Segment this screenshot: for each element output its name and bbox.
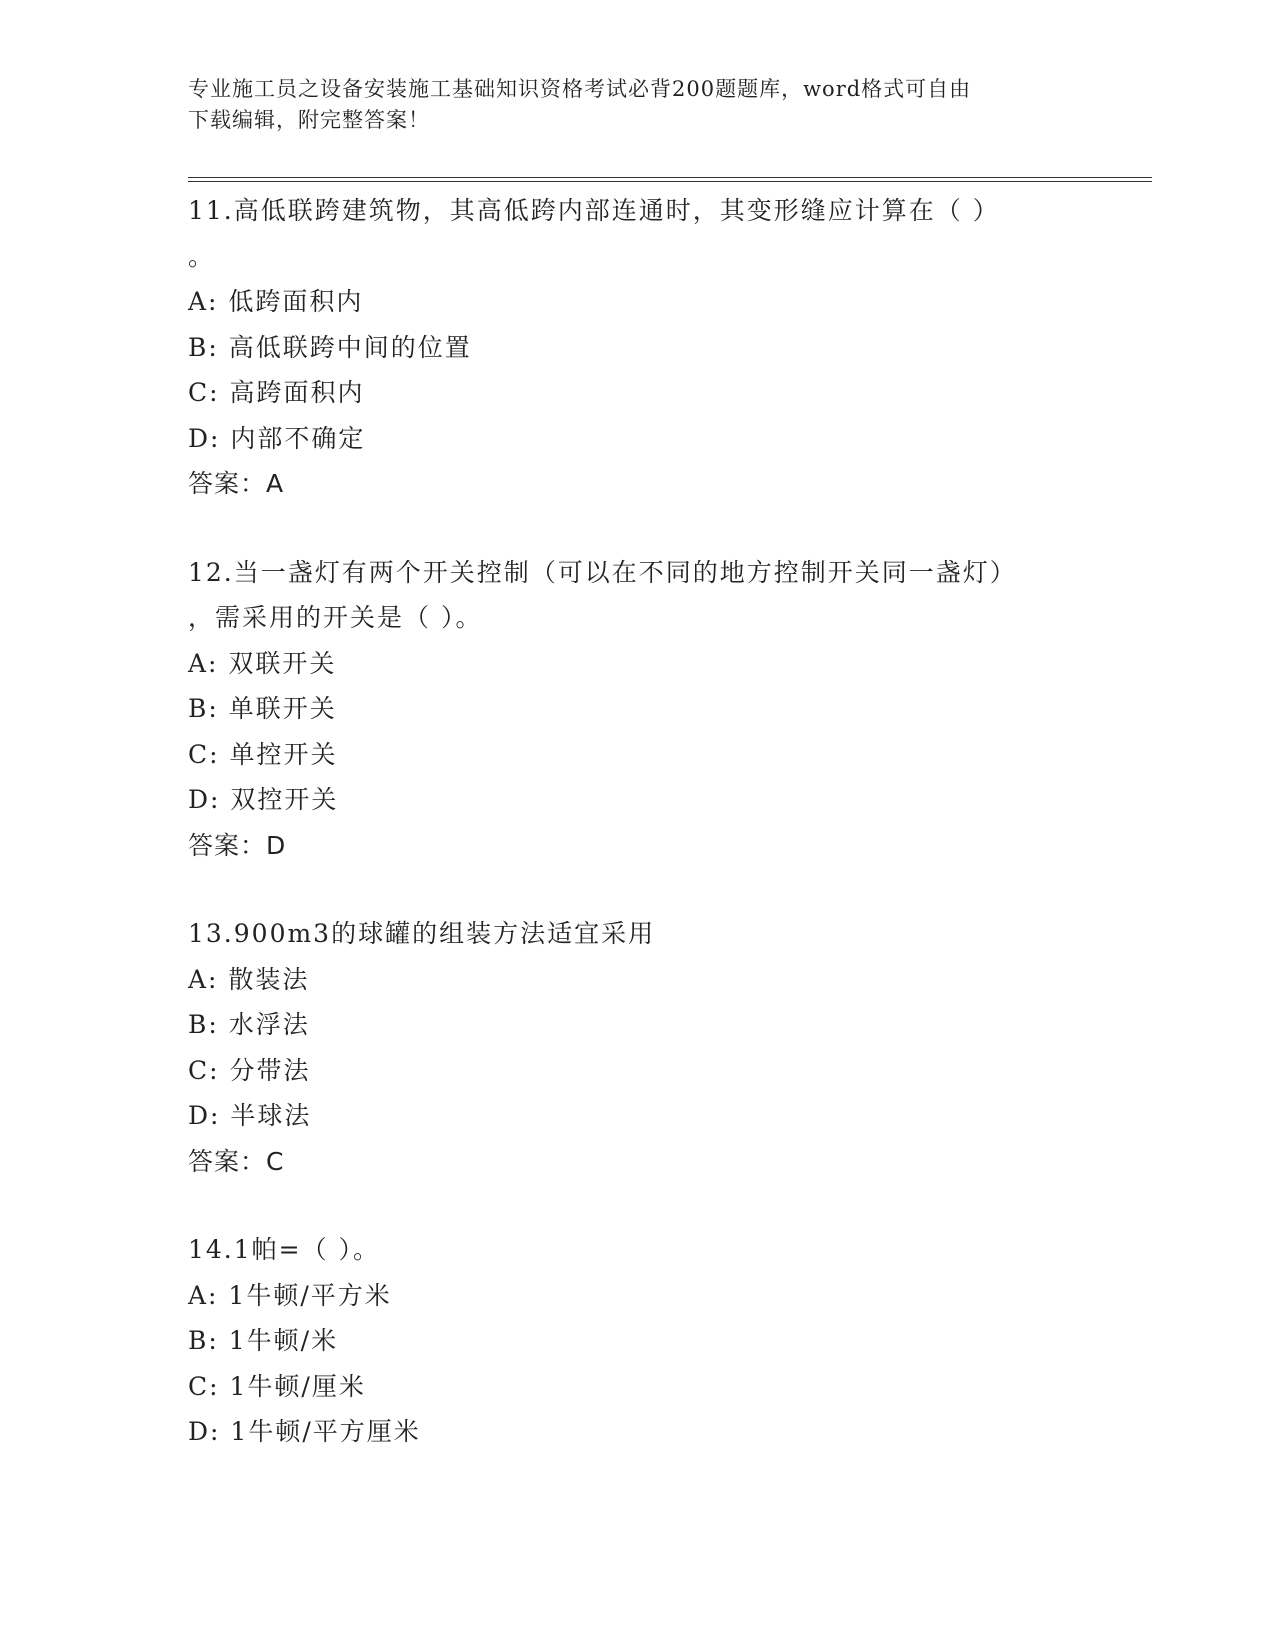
option-c: C: 1牛顿/厘米 <box>188 1371 366 1401</box>
option-d: D: 1牛顿/平方厘米 <box>188 1417 421 1446</box>
question-text-line: 11.高低联跨建筑物，其高低跨内部连通时，其变形缝应计算在（ ） <box>188 196 1000 225</box>
question-13 <box>188 911 1088 1184</box>
question-text-line: ，需采用的开关是（ ）。 <box>188 603 483 632</box>
answer: 答案：D <box>188 830 287 860</box>
question-text-line: 12.当一盏灯有两个开关控制（可以在不同的地方控制开关同一盏灯） <box>188 557 1017 587</box>
option-c: C: 分带法 <box>188 1055 311 1085</box>
document-header <box>188 74 1088 136</box>
header-divider-bottom <box>188 181 1152 182</box>
option-b: B: 单联开关 <box>188 694 337 723</box>
option-c: C: 高跨面积内 <box>188 378 365 407</box>
question-12 <box>188 550 1088 869</box>
option-a: A: 低跨面积内 <box>188 287 364 316</box>
question-text-line: 13.900m3的球罐的组装方法适宜采用 <box>188 919 656 948</box>
question-text-line: 14.1帕=（ ）。 <box>188 1235 381 1264</box>
question-list <box>188 188 1088 1498</box>
option-d: D: 内部不确定 <box>188 423 366 453</box>
header-divider-top <box>188 177 1152 178</box>
header-line-2: 下载编辑，附完整答案！ <box>188 108 430 132</box>
option-a: A: 1牛顿/平方米 <box>188 1280 392 1310</box>
question-14 <box>188 1227 1088 1455</box>
question-text-line: 。 <box>188 241 216 271</box>
option-a: A: 散装法 <box>188 964 310 994</box>
option-b: B: 1牛顿/米 <box>188 1326 339 1355</box>
option-d: D: 半球法 <box>188 1101 312 1130</box>
option-a: A: 双联开关 <box>188 648 337 678</box>
question-11 <box>188 188 1088 507</box>
option-c: C: 单控开关 <box>188 739 338 769</box>
header-line-1: 专业施工员之设备安装施工基础知识资格考试必背200题题库，word格式可自由 <box>188 77 972 101</box>
answer: 答案：C <box>188 1146 285 1176</box>
option-b: B: 高低联跨中间的位置 <box>188 332 472 362</box>
answer: 答案：A <box>188 469 285 498</box>
option-d: D: 双控开关 <box>188 785 339 814</box>
option-b: B: 水浮法 <box>188 1010 310 1039</box>
